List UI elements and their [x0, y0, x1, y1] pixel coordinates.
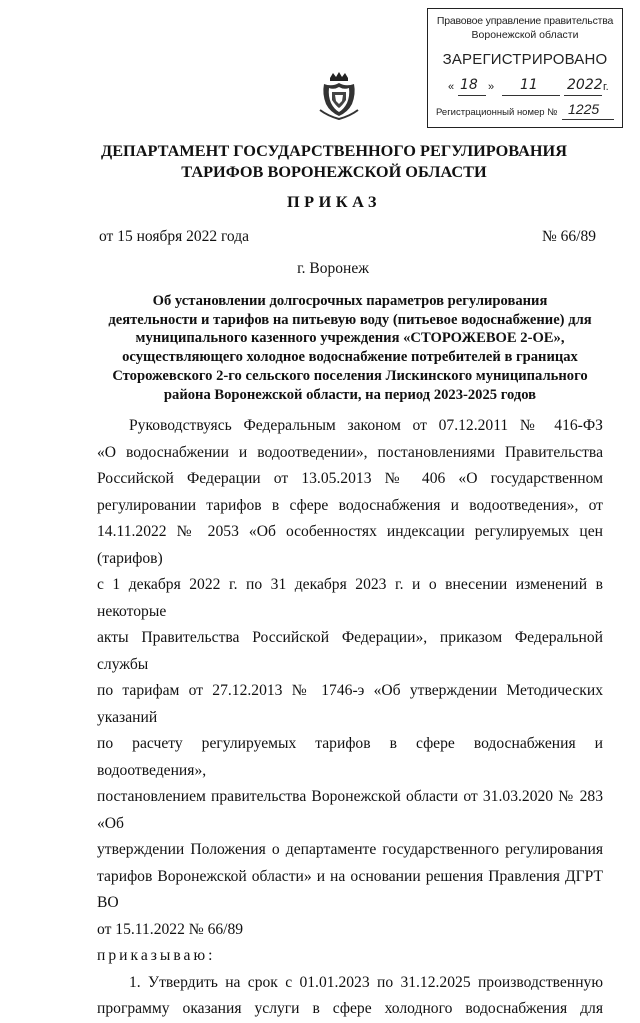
item1-line: программу оказания услуги в сфере холодного водоснабжения для	[97, 1000, 603, 1017]
document-subject	[98, 292, 602, 404]
subject-line: Об установлении долгосрочных параметров регулирования	[152, 293, 548, 309]
subject-line: осуществляющего холодное водоснабжение потребителей в границах	[122, 349, 578, 366]
body-line: тарифов Воронежской области» и на основании решения Правления ДГРТ ВО	[97, 867, 603, 911]
stamp-quote-open: «	[448, 81, 455, 93]
body-line: Российской Федерации от 13.05.2013 № 406 «О государственном	[97, 470, 603, 487]
body-line: регулировании тарифов в сфере водоснабжения и водоотведения», от	[97, 496, 603, 514]
stamp-org-line2: Воронежской области	[471, 29, 579, 41]
stamp-reg-number-row	[436, 101, 616, 118]
subject-line: деятельности и тарифов на питьевую воду (питьевое водоснабжение) для	[108, 311, 592, 328]
body-line: постановлением правительства Воронежской области от 31.03.2020 № 283 «Об	[97, 788, 603, 832]
body-line: утверждении Положения о департаменте государственного регулирования	[97, 841, 603, 858]
document-title: ПРИКАЗ	[286, 192, 382, 211]
body-line: 14.11.2022 № 2053 «Об особенностях индексации регулируемых цен (тарифов)	[97, 523, 603, 567]
body-line: по тарифам от 27.12.2013 № 1746-э «Об утверждении Методических указаний	[97, 682, 603, 726]
document-city: г. Воронеж	[297, 260, 369, 277]
body-line: с 1 декабря 2022 г. по 31 декабря 2023 г. и о внесении изменений в некоторые	[97, 576, 603, 620]
order-word: приказываю:	[97, 947, 216, 964]
stamp-day: 18	[460, 77, 478, 93]
document-body	[97, 413, 603, 1023]
body-line: «О водоснабжении и водоотведении», постановлениями Правительства	[97, 443, 603, 461]
stamp-org-line1: Правовое управление правительства	[436, 15, 614, 27]
body-line: Руководствуясь Федеральным законом от 07.12.2011 № 416-ФЗ	[129, 417, 603, 434]
stamp-reg-number: 1225	[568, 101, 600, 117]
registration-stamp	[427, 8, 623, 128]
subject-line: муниципального казенного учреждения «СТОРОЖЕВОЕ 2-ОЕ»,	[135, 330, 565, 347]
body-line: по расчету регулируемых тарифов в сфере водоснабжения и водоотведения»,	[97, 735, 603, 779]
header-line1: ДЕПАРТАМЕНТ ГОСУДАРСТВЕННОГО РЕГУЛИРОВАНИЯ	[101, 141, 567, 160]
document-number: № 66/89	[542, 228, 596, 245]
header-line2: ТАРИФОВ ВОРОНЕЖСКОЙ ОБЛАСТИ	[181, 162, 487, 181]
body-line: акты Правительства Российской Федерации», приказом Федеральной службы	[97, 629, 603, 673]
body-line: от 15.11.2022 № 66/89	[97, 920, 244, 938]
department-header	[0, 140, 640, 182]
stamp-month: 11	[520, 77, 538, 93]
stamp-date	[440, 77, 616, 97]
item1-line: 1. Утвердить на срок с 01.01.2023 по 31.12.2025 производственную	[129, 973, 603, 991]
subject-line: района Воронежской области, на период 2023-2025 годов	[163, 386, 537, 403]
stamp-year: 2022	[567, 77, 603, 93]
coat-of-arms-icon	[318, 70, 360, 120]
stamp-reg-label: Регистрационный номер №	[436, 107, 558, 118]
stamp-registered-label: ЗАРЕГИСТРИРОВАНО	[442, 51, 608, 68]
stamp-quote-close: »	[488, 81, 495, 93]
subject-line: Сторожевского 2-го сельского поселения Лискинского муниципального	[112, 367, 588, 384]
stamp-year-suffix: г.	[603, 81, 609, 93]
document-date: от 15 ноября 2022 года	[99, 228, 250, 245]
